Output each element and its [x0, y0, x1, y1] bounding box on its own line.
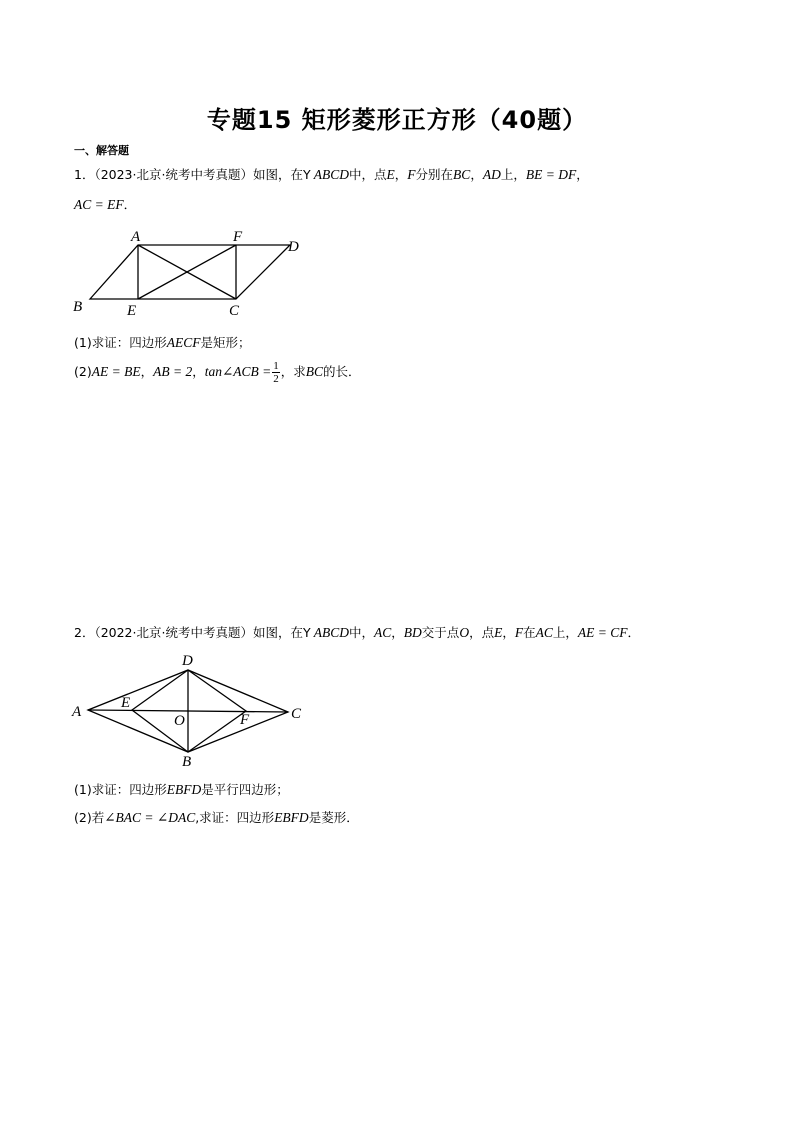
q2-figure [70, 650, 315, 770]
q1-figure [70, 225, 320, 320]
q2-label-e: E [121, 695, 131, 711]
q2-part2: (2)若∠BAC = ∠DAC,求证：四边形EBFD是菱形． [74, 810, 359, 825]
q1-part1: (1)求证：四边形AECF是矩形； [74, 335, 251, 350]
q1-label-a: A [131, 229, 141, 245]
q1-label-b: B [73, 299, 83, 315]
q2-part1: (1)求证：四边形EBFD是平行四边形； [74, 782, 289, 797]
page-title: 专题15 矩形菱形正方形（40题） [206, 106, 588, 134]
q2-label-b: B [182, 754, 192, 770]
q1-part2: (2)AE = BE，AB = 2，tan∠ACB = $\frac{1}{2}$ ，求BC的长． [74, 360, 361, 385]
section-heading: 一、解答题 [74, 144, 129, 157]
q2-label-o: O [174, 713, 185, 729]
q1-statement: 1．（2023·北京·统考中考真题）如图，在Y ABCD中，点E，F分别在BC，AD上，BE = DF， [74, 167, 589, 182]
q1-fraction: $\frac{1}{2}$ [273, 360, 279, 385]
q1-parallelogram [90, 245, 290, 299]
q1-label-e: E [127, 303, 137, 319]
q1-label-f: F [233, 229, 243, 245]
q2-label-c: C [291, 706, 302, 722]
q2-label-d: D [182, 653, 193, 669]
q2-statement: 2．（2022·北京·统考中考真题）如图，在Y ABCD中，AC，BD交于点O，点E，F在AC上，AE = CF． [74, 625, 641, 640]
q1-label-c: C [229, 303, 240, 319]
q2-label-f: F [240, 712, 250, 728]
q1-statement-cont: AC = EF． [74, 197, 137, 212]
q2-label-a: A [72, 704, 82, 720]
q1-label-d: D [288, 239, 299, 255]
